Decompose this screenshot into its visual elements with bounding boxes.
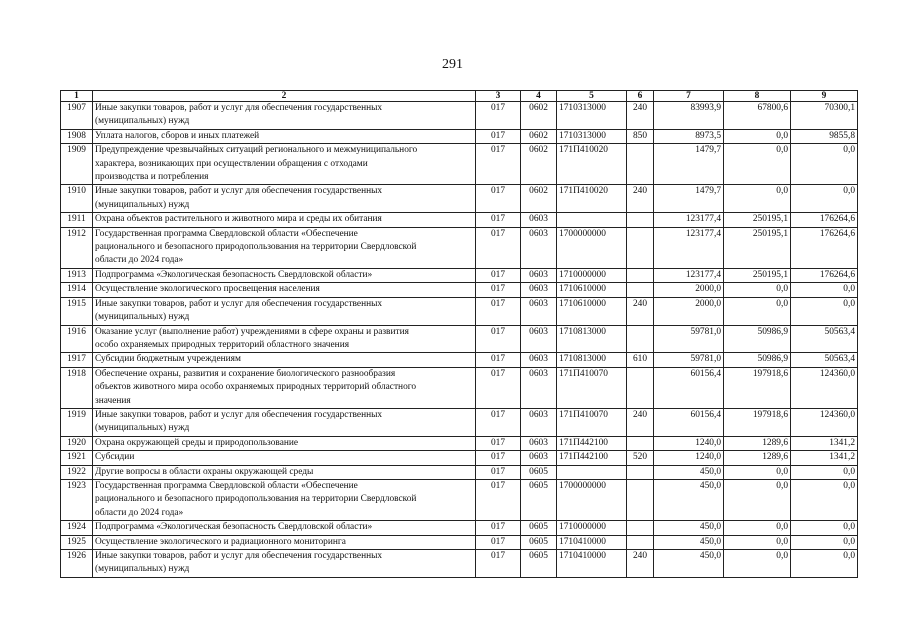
amount-year-2: 0,0 <box>724 129 791 143</box>
table-body <box>61 102 858 578</box>
budget-table <box>60 90 858 578</box>
description-line: Государственная программа Свердловской области «Обеспечение <box>95 480 358 491</box>
description-line: рационального и безопасного природопользования на территории Свердловской <box>95 494 417 505</box>
expense-type-code <box>627 436 654 450</box>
amount-year-1: 83993,9 <box>654 102 724 130</box>
section-code: 0603 <box>521 297 557 325</box>
row-number: 1910 <box>61 185 93 213</box>
section-code: 0603 <box>521 451 557 465</box>
table-row <box>61 521 858 535</box>
target-article-code: 1700000000 <box>557 227 627 268</box>
amount-year-1: 123177,4 <box>654 227 724 268</box>
description-line: Оказание услуг (выполнение работ) учреждениями в сфере охраны и развития <box>95 326 409 337</box>
row-number: 1919 <box>61 408 93 436</box>
row-description <box>93 367 476 408</box>
target-article-code: 171П442100 <box>557 451 627 465</box>
description-line: (муниципальных) нужд <box>95 423 190 434</box>
table-row <box>61 213 858 227</box>
description-line: Иные закупки товаров, работ и услуг для обеспечения государственных <box>95 103 383 113</box>
description-line: значения <box>95 395 131 406</box>
ministry-code: 017 <box>476 325 521 353</box>
ministry-code: 017 <box>476 353 521 367</box>
amount-year-3: 0,0 <box>791 144 858 185</box>
section-code: 0605 <box>521 521 557 535</box>
amount-year-1: 123177,4 <box>654 268 724 282</box>
amount-year-3: 176264,6 <box>791 213 858 227</box>
row-number: 1913 <box>61 268 93 282</box>
ministry-code: 017 <box>476 144 521 185</box>
row-number: 1912 <box>61 227 93 268</box>
row-description <box>93 535 476 549</box>
row-number: 1914 <box>61 283 93 297</box>
amount-year-2: 0,0 <box>724 550 791 578</box>
expense-type-code <box>627 213 654 227</box>
expense-type-code <box>627 283 654 297</box>
description-line: Осуществление экологического просвещения населения <box>95 284 320 295</box>
target-article-code: 1710410000 <box>557 550 627 578</box>
section-code: 0603 <box>521 436 557 450</box>
ministry-code: 017 <box>476 479 521 520</box>
table-row <box>61 408 858 436</box>
table-row <box>61 353 858 367</box>
table-row <box>61 268 858 282</box>
row-number: 1909 <box>61 144 93 185</box>
table-row <box>61 550 858 578</box>
table-row <box>61 465 858 479</box>
target-article-code: 171П442100 <box>557 436 627 450</box>
amount-year-3: 0,0 <box>791 550 858 578</box>
description-line: Государственная программа Свердловской области «Обеспечение <box>95 228 358 239</box>
amount-year-3: 50563,4 <box>791 353 858 367</box>
expense-type-code: 240 <box>627 297 654 325</box>
target-article-code: 1710813000 <box>557 353 627 367</box>
expense-type-code <box>627 479 654 520</box>
expense-type-code: 520 <box>627 451 654 465</box>
section-code: 0603 <box>521 353 557 367</box>
column-header: 4 <box>521 91 557 102</box>
row-description <box>93 325 476 353</box>
row-description <box>93 479 476 520</box>
amount-year-1: 1479,7 <box>654 144 724 185</box>
row-description <box>93 550 476 578</box>
target-article-code: 1710000000 <box>557 521 627 535</box>
amount-year-3: 0,0 <box>791 535 858 549</box>
row-number: 1911 <box>61 213 93 227</box>
amount-year-1: 2000,0 <box>654 297 724 325</box>
ministry-code: 017 <box>476 550 521 578</box>
amount-year-2: 0,0 <box>724 144 791 185</box>
section-code: 0605 <box>521 550 557 578</box>
expense-type-code <box>627 268 654 282</box>
description-line: области до 2024 года» <box>95 255 184 266</box>
ministry-code: 017 <box>476 367 521 408</box>
row-description <box>93 268 476 282</box>
table-row <box>61 144 858 185</box>
amount-year-3: 176264,6 <box>791 268 858 282</box>
table-row <box>61 297 858 325</box>
expense-type-code <box>627 535 654 549</box>
row-number: 1922 <box>61 465 93 479</box>
amount-year-1: 450,0 <box>654 550 724 578</box>
ministry-code: 017 <box>476 227 521 268</box>
column-header: 5 <box>557 91 627 102</box>
amount-year-3: 0,0 <box>791 521 858 535</box>
column-header: 7 <box>654 91 724 102</box>
expense-type-code: 240 <box>627 102 654 130</box>
row-description <box>93 102 476 130</box>
ministry-code: 017 <box>476 283 521 297</box>
amount-year-1: 2000,0 <box>654 283 724 297</box>
column-header: 8 <box>724 91 791 102</box>
table-row <box>61 283 858 297</box>
amount-year-2: 67800,6 <box>724 102 791 130</box>
expense-type-code: 850 <box>627 129 654 143</box>
section-code: 0603 <box>521 213 557 227</box>
target-article-code: 1710813000 <box>557 325 627 353</box>
description-line: Предупреждение чрезвычайных ситуаций регионального и межмуниципального <box>95 145 418 156</box>
ministry-code: 017 <box>476 451 521 465</box>
column-header: 1 <box>61 91 93 102</box>
expense-type-code: 240 <box>627 408 654 436</box>
amount-year-3: 124360,0 <box>791 367 858 408</box>
expense-type-code: 240 <box>627 550 654 578</box>
amount-year-2: 0,0 <box>724 465 791 479</box>
row-description <box>93 353 476 367</box>
amount-year-1: 1240,0 <box>654 451 724 465</box>
table-row <box>61 479 858 520</box>
section-code: 0605 <box>521 479 557 520</box>
table-row <box>61 102 858 130</box>
expense-type-code <box>627 144 654 185</box>
row-description <box>93 436 476 450</box>
section-code: 0605 <box>521 465 557 479</box>
target-article-code: 1710313000 <box>557 102 627 130</box>
column-header: 3 <box>476 91 521 102</box>
description-line: (муниципальных) нужд <box>95 564 190 575</box>
column-header: 9 <box>791 91 858 102</box>
row-description <box>93 521 476 535</box>
table-row <box>61 325 858 353</box>
description-line: характера, возникающих при осуществлении обращения с отходами <box>95 158 368 169</box>
row-number: 1918 <box>61 367 93 408</box>
ministry-code: 017 <box>476 102 521 130</box>
row-number: 1920 <box>61 436 93 450</box>
row-description <box>93 213 476 227</box>
description-line: Другие вопросы в области охраны окружающей среды <box>95 466 314 477</box>
amount-year-2: 1289,6 <box>724 436 791 450</box>
target-article-code: 171П410070 <box>557 367 627 408</box>
description-line: Иные закупки товаров, работ и услуг для обеспечения государственных <box>95 409 383 420</box>
amount-year-1: 60156,4 <box>654 408 724 436</box>
description-line: (муниципальных) нужд <box>95 199 190 210</box>
row-description <box>93 227 476 268</box>
amount-year-1: 1479,7 <box>654 185 724 213</box>
amount-year-2: 0,0 <box>724 479 791 520</box>
section-code: 0603 <box>521 227 557 268</box>
section-code: 0603 <box>521 283 557 297</box>
section-code: 0602 <box>521 129 557 143</box>
ministry-code: 017 <box>476 465 521 479</box>
description-line: Уплата налогов, сборов и иных платежей <box>95 130 260 141</box>
section-code: 0602 <box>521 144 557 185</box>
amount-year-3: 124360,0 <box>791 408 858 436</box>
table-row <box>61 367 858 408</box>
ministry-code: 017 <box>476 436 521 450</box>
description-line: (муниципальных) нужд <box>95 116 190 127</box>
page-number: 291 <box>442 57 463 72</box>
amount-year-2: 250195,1 <box>724 268 791 282</box>
row-number: 1908 <box>61 129 93 143</box>
amount-year-2: 0,0 <box>724 185 791 213</box>
amount-year-3: 0,0 <box>791 465 858 479</box>
amount-year-2: 250195,1 <box>724 213 791 227</box>
description-line: Подпрограмма «Экологическая безопасность Свердловской области» <box>95 269 373 280</box>
table-row <box>61 451 858 465</box>
amount-year-1: 59781,0 <box>654 325 724 353</box>
row-description <box>93 451 476 465</box>
amount-year-3: 176264,6 <box>791 227 858 268</box>
amount-year-3: 0,0 <box>791 185 858 213</box>
ministry-code: 017 <box>476 521 521 535</box>
row-description <box>93 283 476 297</box>
amount-year-3: 0,0 <box>791 479 858 520</box>
target-article-code: 1710000000 <box>557 268 627 282</box>
expense-type-code: 610 <box>627 353 654 367</box>
table-row <box>61 185 858 213</box>
amount-year-3: 70300,1 <box>791 102 858 130</box>
amount-year-1: 450,0 <box>654 465 724 479</box>
amount-year-3: 1341,2 <box>791 436 858 450</box>
table-row <box>61 436 858 450</box>
description-line: Иные закупки товаров, работ и услуг для обеспечения государственных <box>95 186 383 197</box>
amount-year-1: 59781,0 <box>654 353 724 367</box>
section-code: 0602 <box>521 102 557 130</box>
amount-year-2: 50986,9 <box>724 325 791 353</box>
row-number: 1926 <box>61 550 93 578</box>
section-code: 0603 <box>521 367 557 408</box>
target-article-code: 1710410000 <box>557 535 627 549</box>
expense-type-code <box>627 465 654 479</box>
expense-type-code <box>627 325 654 353</box>
row-description <box>93 144 476 185</box>
amount-year-1: 123177,4 <box>654 213 724 227</box>
amount-year-3: 1341,2 <box>791 451 858 465</box>
amount-year-1: 8973,5 <box>654 129 724 143</box>
target-article-code: 1710313000 <box>557 129 627 143</box>
amount-year-2: 197918,6 <box>724 408 791 436</box>
amount-year-1: 1240,0 <box>654 436 724 450</box>
table-row <box>61 227 858 268</box>
section-code: 0602 <box>521 185 557 213</box>
ministry-code: 017 <box>476 185 521 213</box>
row-description <box>93 297 476 325</box>
description-line: особо охраняемых природных территорий областного значения <box>95 339 350 350</box>
description-line: Субсидии <box>95 452 135 463</box>
table-row <box>61 129 858 143</box>
description-line: объектов животного мира особо охраняемых природных территорий областного <box>95 382 417 393</box>
table-row <box>61 535 858 549</box>
target-article-code: 171П410020 <box>557 144 627 185</box>
description-line: Субсидии бюджетным учреждениям <box>95 354 241 365</box>
description-line: Иные закупки товаров, работ и услуг для обеспечения государственных <box>95 551 383 561</box>
amount-year-2: 250195,1 <box>724 227 791 268</box>
amount-year-2: 0,0 <box>724 521 791 535</box>
ministry-code: 017 <box>476 268 521 282</box>
target-article-code: 1710610000 <box>557 297 627 325</box>
amount-year-2: 0,0 <box>724 297 791 325</box>
description-line: области до 2024 года» <box>95 507 184 518</box>
description-line: (муниципальных) нужд <box>95 312 190 323</box>
amount-year-2: 0,0 <box>724 535 791 549</box>
ministry-code: 017 <box>476 129 521 143</box>
description-line: Охрана окружающей среды и природопользование <box>95 437 299 448</box>
row-number: 1917 <box>61 353 93 367</box>
amount-year-3: 0,0 <box>791 297 858 325</box>
description-line: Подпрограмма «Экологическая безопасность Свердловской области» <box>95 522 373 533</box>
column-header: 6 <box>627 91 654 102</box>
row-description <box>93 129 476 143</box>
expense-type-code <box>627 367 654 408</box>
description-line: рационального и безопасного природопользования на территории Свердловской <box>95 242 417 253</box>
target-article-code <box>557 465 627 479</box>
section-code: 0603 <box>521 325 557 353</box>
row-number: 1916 <box>61 325 93 353</box>
row-description <box>93 465 476 479</box>
header-row <box>61 91 858 102</box>
expense-type-code: 240 <box>627 185 654 213</box>
expense-type-code <box>627 227 654 268</box>
description-line: Охрана объектов растительного и животного мира и среды их обитания <box>95 214 382 225</box>
section-code: 0603 <box>521 268 557 282</box>
row-number: 1915 <box>61 297 93 325</box>
amount-year-1: 450,0 <box>654 479 724 520</box>
amount-year-3: 50563,4 <box>791 325 858 353</box>
expense-type-code <box>627 521 654 535</box>
row-number: 1921 <box>61 451 93 465</box>
target-article-code <box>557 213 627 227</box>
description-line: Обеспечение охраны, развития и сохранение биологического разнообразия <box>95 368 396 379</box>
amount-year-1: 450,0 <box>654 521 724 535</box>
row-number: 1924 <box>61 521 93 535</box>
amount-year-1: 60156,4 <box>654 367 724 408</box>
description-line: Осуществление экологического и радиационного мониторинга <box>95 536 346 547</box>
amount-year-3: 0,0 <box>791 283 858 297</box>
target-article-code: 1710610000 <box>557 283 627 297</box>
ministry-code: 017 <box>476 535 521 549</box>
row-number: 1923 <box>61 479 93 520</box>
row-description <box>93 185 476 213</box>
ministry-code: 017 <box>476 408 521 436</box>
amount-year-2: 50986,9 <box>724 353 791 367</box>
ministry-code: 017 <box>476 297 521 325</box>
target-article-code: 1700000000 <box>557 479 627 520</box>
amount-year-1: 450,0 <box>654 535 724 549</box>
column-header: 2 <box>93 91 476 102</box>
amount-year-2: 0,0 <box>724 283 791 297</box>
target-article-code: 171П410020 <box>557 185 627 213</box>
amount-year-3: 9855,8 <box>791 129 858 143</box>
amount-year-2: 197918,6 <box>724 367 791 408</box>
description-line: Иные закупки товаров, работ и услуг для обеспечения государственных <box>95 298 383 309</box>
row-description <box>93 408 476 436</box>
row-number: 1907 <box>61 102 93 130</box>
target-article-code: 171П410070 <box>557 408 627 436</box>
row-number: 1925 <box>61 535 93 549</box>
section-code: 0603 <box>521 408 557 436</box>
description-line: производства и потребления <box>95 172 209 183</box>
section-code: 0605 <box>521 535 557 549</box>
amount-year-2: 1289,6 <box>724 451 791 465</box>
ministry-code: 017 <box>476 213 521 227</box>
